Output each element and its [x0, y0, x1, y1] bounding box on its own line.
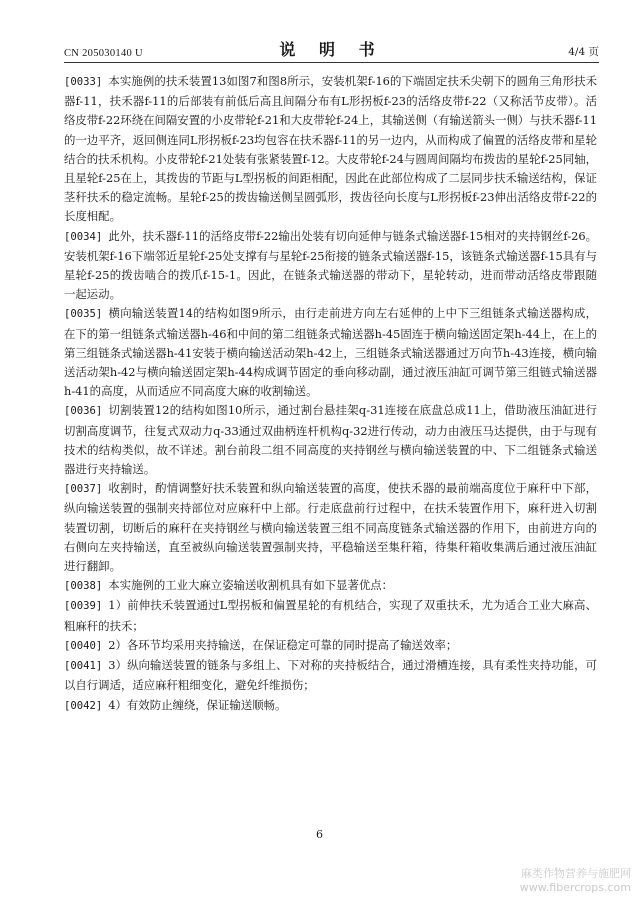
watermark-site-url: www.fibercrops.com: [519, 881, 631, 894]
paragraph-text: 2）各环节均采用夹持输送，在保证稳定可靠的同时提高了输送效率；: [108, 637, 458, 652]
paragraph-text: 收割时，酌情调整好扶禾装置和纵向输送装置的高度，使扶禾器的最前端高度位于麻秆中下部，纵向输送装置的强制夹持部位对应麻秆中上部。行走底盘前行过程中，在扶禾装置作用下，麻秆进入切割装置切割，切断后的麻秆在夹持钢丝与横向输送装置三组不同高度链条式输送器的作用下，由前进方向的右侧向左夹持输送，直至被纵向输送装置强制夹持，平稳输送至集秆箱，待集秆箱收集满后通过液压油缸进行翻卸。: [64, 481, 597, 574]
paragraph-text: 横向输送装置14的结构如图9所示，由行走前进方向左右延伸的上中下三组链条式输送器构成，在下的第一组链条式输送器h-46和中间的第二组链条式输送器h-45固连于横向输送固定架h-44上，在上的第三组链条式输送器h-41安装于横向输送活动架h-42上，三组链条式输送器通过万向节h-43连接，横向输送活动架h-42与横向输送固定架h-44构成调节固定的垂向移动副，通过液压油缸可调节第三组链式输送器h-41的高度，从而适应不同高度大麻的收割输送。: [64, 306, 597, 399]
paragraph-0042: [64, 696, 597, 716]
page-number: 6: [316, 828, 323, 841]
paragraph-text: 切割装置12的结构如图10所示，通过割台悬挂架q-31连接在底盘总成11上，借助液压油缸进行切割高度调节，往复式双动力q-33通过双曲柄连杆机构q-32进行传动，动力由液压马达提供，由于与现有技术的结构类似，故不详述。割台前段二组不同高度的夹持钢丝与横向输送装置的中、下二组链条式输送器进行夹持输送。: [64, 403, 597, 477]
paragraph-0041: [64, 656, 597, 695]
paragraph-text: 1）前伸扶禾装置通过L型拐板和偏置星轮的有机结合，实现了双重扶禾，尤为适合工业大麻高、粗麻秆的扶禾；: [64, 598, 597, 633]
page-header: [64, 42, 599, 63]
site-watermark: [520, 867, 631, 895]
watermark-site-name: 麻类作物营养与施肥网: [521, 867, 631, 880]
paragraph-number: [0038]: [64, 580, 103, 593]
paragraph-text: 本实施例的扶禾装置13如图7和图8所示，安装机架f-16的下端固定扶禾尖朝下的圆角三角形扶禾器f-11，扶禾器f-11的后部装有前低后高且间隔分布有L形拐板f-23的活络皮带f-22（又称活节皮带）。活络皮带f-22环绕在间隔安置的小皮带轮f-21和大皮带轮f-24上，其输送侧（有输送箭头一侧）与扶禾器f-11的一边平齐，返回侧连同L形拐板f-23均包容在扶禾器f-11的另一边内，从而构成了偏置的活络皮带和星轮结合的扶禾机构。小皮带轮f-21处装有张紧装置f-12。大皮带轮f-24与圆周间隔均布拨齿的星轮f-25同轴，且星轮f-25在上，其拨齿的节距与L型拐板的间距相配，因此在此部位构成了二层同步扶禾输送结构，保证茎秆扶禾的稳定流畅。星轮f-25的拨齿输送侧呈圆弧形，拨齿径向长度与L形拐板f-23伸出活络皮带f-22的长度相配。: [64, 74, 597, 224]
paragraph-0034: [64, 227, 597, 305]
paragraph-0037: [64, 479, 597, 576]
paragraph-0040: [64, 636, 597, 656]
paragraph-number: [0040]: [64, 639, 103, 652]
paragraph-number: [0036]: [64, 405, 103, 418]
paragraph-number: [0035]: [64, 308, 103, 321]
document-body: [64, 72, 597, 716]
paragraph-number: [0041]: [64, 660, 103, 673]
patent-number: CN 205030140 U: [64, 48, 143, 59]
paragraph-text: 本实施例的工业大麻立姿输送收割机具有如下显著优点：: [108, 578, 394, 593]
paragraph-text: 4）有效防止缠绕，保证输送顺畅。: [108, 697, 287, 712]
paragraph-number: [0042]: [64, 699, 103, 712]
paragraph-0038: [64, 576, 597, 596]
paragraph-0033: [64, 72, 597, 227]
page-count: 4/4 页: [568, 46, 599, 58]
paragraph-number: [0039]: [64, 600, 103, 613]
paragraph-number: [0034]: [64, 230, 103, 243]
paragraph-text: 此外，扶禾器f-11的活络皮带f-22输出处装有切向延伸与链条式输送器f-15相对的夹持钢丝f-26。安装机架f-16下端邻近星轮f-25处支撑有与星轮f-25衔接的链条式输送器f-15，该链条式输送器f-15具有与星轮f-25的拨齿啮合的拨爪f-15-1。因此，在链条式输送器的带动下，星轮转动，进而带动活络皮带跟随一起运动。: [64, 228, 597, 302]
paragraph-0035: [64, 304, 597, 401]
paragraph-text: 3）纵向输送装置的链条与多组上、下对称的夹持板结合，通过滑槽连接，具有柔性夹持功能，可以自行调适，适应麻秆粗细变化，避免纤维损伤；: [64, 658, 597, 693]
paragraph-number: [0033]: [64, 76, 103, 88]
document-title: 说 明 书: [279, 40, 384, 59]
paragraph-0039: [64, 596, 597, 635]
paragraph-0036: [64, 401, 597, 479]
paragraph-number: [0037]: [64, 483, 103, 496]
